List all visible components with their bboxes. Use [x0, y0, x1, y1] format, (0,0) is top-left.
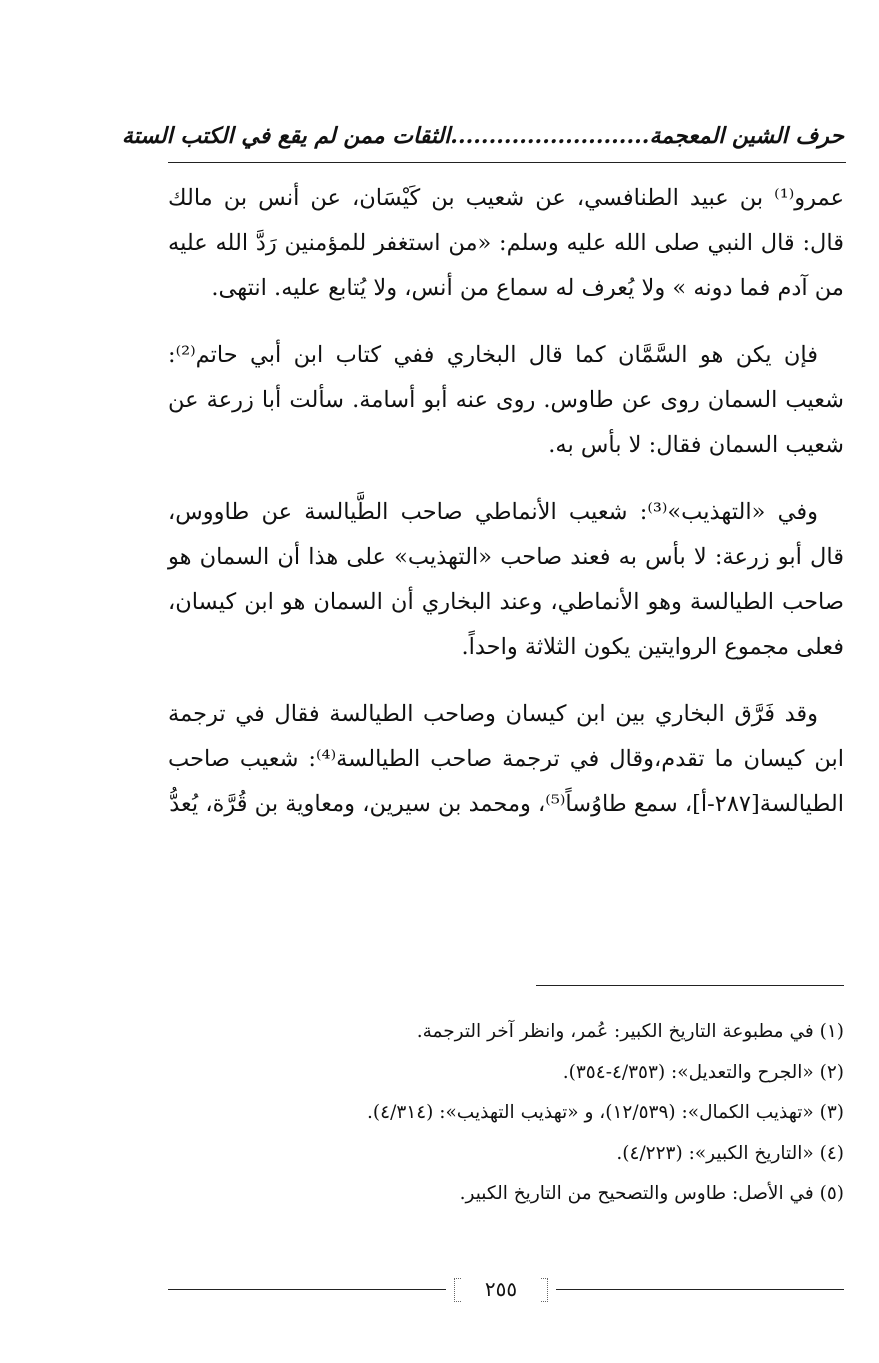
main-text: [168, 176, 844, 849]
running-header: [121, 122, 844, 162]
footer-rule-right: [556, 1289, 844, 1290]
page-number: ٢٥٥: [452, 1274, 550, 1304]
footnote-1: (١) في مطبوعة التاريخ الكبير: عُمر، وانظر آخر الترجمة.: [416, 1021, 844, 1042]
footnote-5: (٥) في الأصل: طاوس والتصحيح من التاريخ الكبير.: [459, 1183, 844, 1204]
footnote-3: (٣) «تهذيب الكمال»: (١٢/٥٣٩)، و «تهذيب التهذيب»: (٤/٣١٤).: [367, 1102, 844, 1123]
footnote-2: (٢) «الجرح والتعديل»: (٤/٣٥٣-٣٥٤).: [562, 1061, 844, 1083]
footnotes: [168, 1012, 844, 1215]
header-rule: [168, 162, 846, 163]
paragraph-4: وقد فَرَّق البخاري بين ابن كيسان وصاحب الطيالسة فقال في ترجمة ابن كيسان ما تقدم،وقال في ترجمة صاحب الطيالسة⁽⁴⁾: شعيب صاحب الطيالسة[٢٨٧-أ]، سمع طاوُساً⁽⁵⁾، ومحمد بن سيرين، ومعاوية بن قُرَّة، يُعدُّ: [168, 701, 844, 817]
footnote-4: (٤) «التاريخ الكبير»: (٤/٢٢٣).: [616, 1142, 844, 1164]
paragraph-1: عمرو⁽¹⁾ بن عبيد الطنافسي، عن شعيب بن كَيْسَان، عن أنس بن مالك قال: قال النبي صلى الله عليه وسلم: «من استغفر للمؤمنين رَدَّ الله عليه من آدم فما دونه » ولا يُعرف له سماع من أنس، ولا يُتابع عليه. انتهى.: [168, 185, 844, 301]
paragraph-2: فإن يكن هو السَّمَّان كما قال البخاري ففي كتاب ابن أبي حاتم⁽²⁾: شعيب السمان روى عن طاوس. روى عنه أبو أسامة. سألت أبا زرعة عن شعيب السمان فقال: لا بأس به.: [168, 342, 844, 458]
footnote-separator: [536, 985, 844, 986]
header-leader-dots: ..........................: [450, 123, 650, 149]
book-title: الثقات ممن لم يقع في الكتب الستة: [121, 123, 451, 149]
footer-rule-left: [168, 1289, 446, 1290]
paragraph-3: وفي «التهذيب»⁽³⁾: شعيب الأنماطي صاحب الطَّيالسة عن طاووس، قال أبو زرعة: لا بأس به فعند صاحب «التهذيب» على هذا أن السمان هو صاحب الطيالسة وهو الأنماطي، وعند البخاري أن السمان هو ابن كيسان، فعلى مجموع الروايتين يكون الثلاثة واحداً.: [168, 499, 844, 660]
chapter-title: حرف الشين المعجمة: [649, 123, 844, 149]
